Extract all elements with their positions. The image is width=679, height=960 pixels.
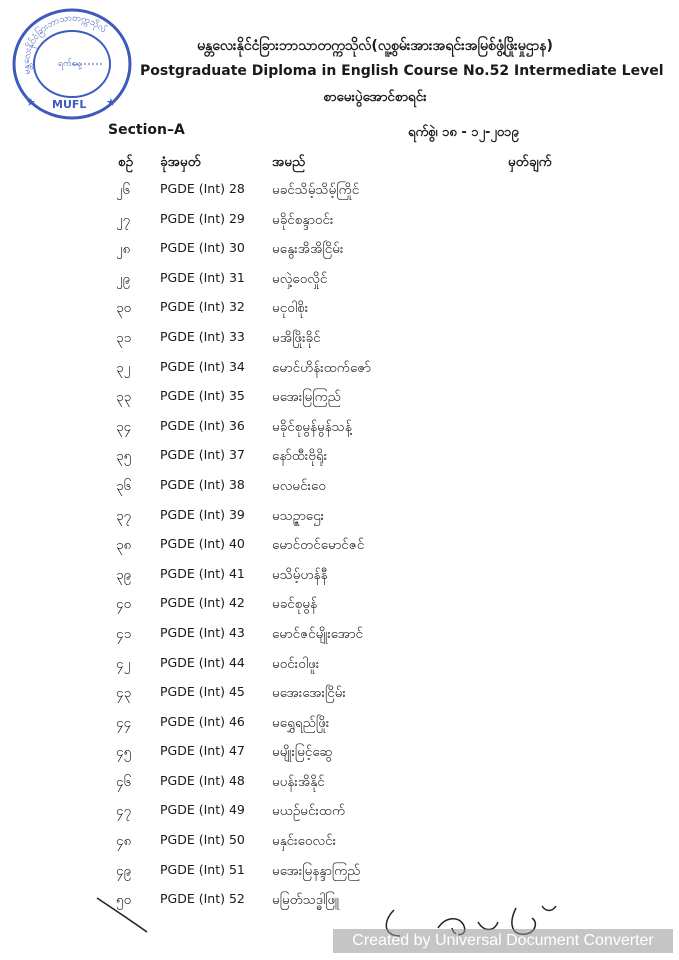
table-row xyxy=(0,235,679,265)
roll-number: PGDE (Int) 43 xyxy=(160,624,245,640)
roll-number: PGDE (Int) 34 xyxy=(160,358,245,374)
seal-center-text: ရက်နေ့ xyxy=(58,59,82,69)
row-number: ၃၆ xyxy=(116,477,132,494)
result-list xyxy=(0,176,679,916)
roll-number: PGDE (Int) 40 xyxy=(160,536,245,552)
roll-number: PGDE (Int) 51 xyxy=(160,861,245,877)
row-number: ၅၀ xyxy=(116,892,132,909)
table-row xyxy=(0,620,679,650)
student-name: မငုဝါစိုး xyxy=(272,300,309,317)
section-label: Section–A xyxy=(108,122,185,138)
table-row xyxy=(0,857,679,887)
row-number: ၃၅ xyxy=(116,448,132,465)
roll-number: PGDE (Int) 45 xyxy=(160,684,245,700)
table-row xyxy=(0,797,679,827)
student-name: မောင်ဇင်မျိုးအောင် xyxy=(272,625,364,642)
roll-number: PGDE (Int) 32 xyxy=(160,299,245,315)
student-name: မခင်စုမွန် xyxy=(272,596,318,613)
table-row xyxy=(0,590,679,620)
roll-number: PGDE (Int) 37 xyxy=(160,447,245,463)
row-number: ၄၄ xyxy=(116,714,132,731)
student-name: မောင်ဟိန်းထက်ဇော် xyxy=(272,359,371,376)
student-name: မရွှေရည်ဖြိုး xyxy=(272,714,330,731)
title-english: Postgraduate Diploma in English Course No.52 Intermediate Level xyxy=(140,63,664,79)
row-number: ၂၆ xyxy=(116,182,131,198)
row-number: ၃၄ xyxy=(116,418,132,435)
student-name: မအေးမြကြည် xyxy=(272,389,341,406)
table-row xyxy=(0,650,679,680)
roll-number: PGDE (Int) 30 xyxy=(160,240,245,256)
row-number: ၄၆ xyxy=(116,773,132,790)
row-number: ၄၀ xyxy=(116,596,132,613)
table-row xyxy=(0,827,679,857)
table-row xyxy=(0,768,679,798)
row-number: ၃၉ xyxy=(116,566,132,583)
roll-number: PGDE (Int) 46 xyxy=(160,713,245,729)
roll-number: PGDE (Int) 44 xyxy=(160,654,245,670)
roll-number: PGDE (Int) 52 xyxy=(160,891,245,907)
roll-number: PGDE (Int) 49 xyxy=(160,802,245,818)
table-row xyxy=(0,561,679,591)
row-number: ၄၅ xyxy=(116,744,132,761)
date-text: ရက်စွဲ၊ ၁၈ - ၁၂-၂၀၁၉ xyxy=(408,125,519,140)
student-name: မပန်းအိနိုင် xyxy=(272,773,325,790)
roll-number: PGDE (Int) 28 xyxy=(160,181,245,196)
student-name: မယဉ်မင်းထက် xyxy=(272,803,346,820)
row-number: ၄၁ xyxy=(116,625,132,642)
roll-number: PGDE (Int) 29 xyxy=(160,210,245,226)
student-name: မအေးမြနန္ဒာကြည် xyxy=(272,862,361,879)
title-myanmar: မန္တလေးနိုင်ငံခြားဘာသာတက္ကသိုလ်(လူ့စွမ်းအားအရင်းအမြစ်ဖွံ့ဖြိုးမှုဌာန) xyxy=(197,38,553,54)
student-name: မောင်တင်မောင်ဇင် xyxy=(272,537,365,554)
subtitle-myanmar: စာမေးပွဲအောင်စာရင်း xyxy=(323,89,427,105)
seal-star-icon: ★ xyxy=(106,96,116,109)
row-number: ၄၉ xyxy=(116,862,132,879)
roll-number: PGDE (Int) 48 xyxy=(160,772,245,788)
table-row xyxy=(0,354,679,384)
roll-number: PGDE (Int) 35 xyxy=(160,388,245,404)
roll-number: PGDE (Int) 33 xyxy=(160,328,245,344)
table-row xyxy=(0,709,679,739)
row-number: ၃၃ xyxy=(116,389,132,406)
column-header-no: စဉ် xyxy=(118,154,134,170)
converter-watermark: Created by Universal Document Converter xyxy=(333,929,673,953)
student-name: မခင်သိမ့်သိမ့်ကြိုင် xyxy=(272,182,360,198)
column-header-roll: ခုံအမှတ် xyxy=(160,154,201,170)
seal-ring-text: မန္တလေးနိုင်ငံခြားဘာသာတက္ကသိုလ် xyxy=(21,13,109,76)
student-name: မသဉ္ဇာဌေး xyxy=(272,507,325,524)
student-name: နော်ထီးဗိုရိုး xyxy=(272,448,328,465)
university-seal xyxy=(8,4,136,122)
student-name: မနွေးအိအိငြိမ်း xyxy=(272,241,344,258)
row-number: ၂၇ xyxy=(116,211,131,228)
student-name: မအိဖြိုးခိုင် xyxy=(272,329,321,346)
row-number: ၃၇ xyxy=(116,507,132,524)
seal-bottom-text: MUFL xyxy=(52,98,87,111)
roll-number: PGDE (Int) 41 xyxy=(160,565,245,581)
roll-number: PGDE (Int) 31 xyxy=(160,269,245,285)
student-name: မသိမ့်ဟန်နီ xyxy=(272,566,328,583)
row-number: ၄၃ xyxy=(116,685,132,702)
table-row xyxy=(0,324,679,354)
table-row xyxy=(0,738,679,768)
student-name: မလှဲ့ဝေလှိုင် xyxy=(272,270,328,287)
student-name: မလမင်းဝေ xyxy=(272,477,326,494)
seal-star-icon: ★ xyxy=(26,96,36,109)
roll-number: PGDE (Int) 38 xyxy=(160,476,245,492)
row-number: ၃၈ xyxy=(116,537,132,554)
student-name: မဝင်းဝါဖူး xyxy=(272,655,320,672)
row-number: ၂၉ xyxy=(116,270,131,287)
student-name: မခိုင်စန္ဒာဝင်း xyxy=(272,211,334,228)
table-row xyxy=(0,265,679,295)
document-header xyxy=(140,36,664,106)
table-row xyxy=(0,413,679,443)
student-name: မခိုင်စုမွန်မွန်သန့် xyxy=(272,418,352,435)
roll-number: PGDE (Int) 50 xyxy=(160,832,245,848)
table-row xyxy=(0,294,679,324)
row-number: ၃၀ xyxy=(116,300,132,317)
roll-number: PGDE (Int) 39 xyxy=(160,506,245,522)
row-number: ၃၂ xyxy=(116,359,131,376)
row-number: ၄၇ xyxy=(116,803,132,820)
column-header-remark: မှတ်ချက် xyxy=(508,154,552,170)
row-number: ၂၈ xyxy=(116,241,131,258)
student-name: မအေးအေးငြိမ်း xyxy=(272,685,346,702)
roll-number: PGDE (Int) 36 xyxy=(160,417,245,433)
column-header-name: အမည် xyxy=(272,154,306,170)
table-row xyxy=(0,383,679,413)
table-row xyxy=(0,206,679,236)
table-row xyxy=(0,176,679,206)
student-name: မနှင်းဝေလင်း xyxy=(272,833,337,850)
roll-number: PGDE (Int) 42 xyxy=(160,595,245,611)
table-row xyxy=(0,531,679,561)
row-number: ၄၂ xyxy=(116,655,131,672)
student-name: မမျိုးမြင့်ဆွေ xyxy=(272,744,333,761)
row-number: ၃၁ xyxy=(116,329,132,346)
roll-number: PGDE (Int) 47 xyxy=(160,743,245,759)
row-number: ၄၈ xyxy=(116,833,132,850)
table-row xyxy=(0,442,679,472)
table-row xyxy=(0,472,679,502)
student-name: မမြတ်သဒ္ဓါဖြူ xyxy=(272,892,340,909)
table-row xyxy=(0,502,679,532)
handwritten-mark xyxy=(95,888,155,938)
table-row xyxy=(0,679,679,709)
